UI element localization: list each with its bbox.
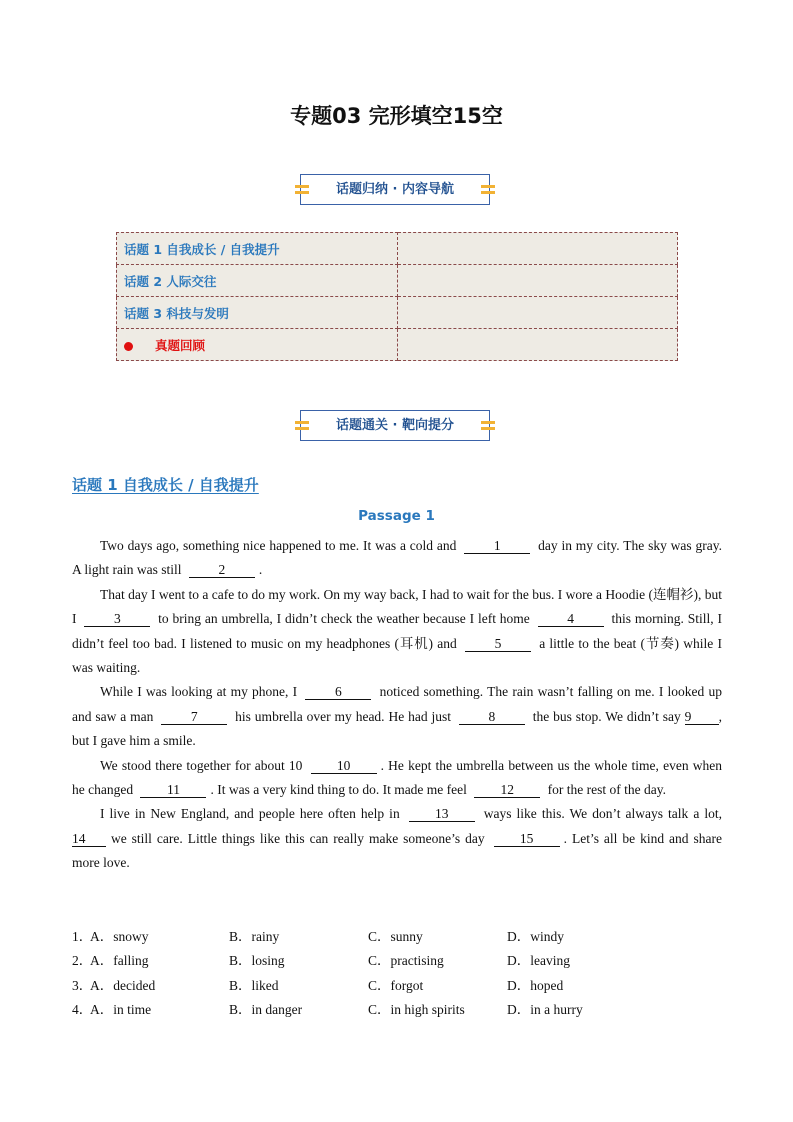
passage-text: We stood there together for about 10	[100, 757, 307, 773]
option[interactable]: A．in time	[90, 1001, 152, 1017]
passage-text: for the rest of the day.	[544, 782, 666, 798]
option[interactable]: A．decided	[90, 977, 156, 993]
option[interactable]: D．in a hurry	[507, 1001, 583, 1017]
passage-body	[72, 534, 722, 876]
option[interactable]: C．in high spirits	[368, 1001, 465, 1017]
blank-10[interactable]: 10	[311, 758, 377, 774]
blank-11[interactable]: 11	[140, 782, 206, 798]
topic-heading[interactable]: 话题 1 自我成长 / 自我提升	[72, 476, 259, 494]
blank-7[interactable]: 7	[161, 709, 227, 725]
paragraph	[72, 802, 722, 875]
option[interactable]: B．rainy	[229, 929, 280, 944]
bullet-icon	[124, 342, 133, 351]
blank-5[interactable]: 5	[465, 636, 531, 652]
option[interactable]: C．forgot	[368, 977, 424, 993]
passage-text: noticed something. The rain wasn’t falling on me. I looked up and saw a man	[72, 684, 723, 724]
passage-text: the bus stop. We didn’t say	[528, 708, 685, 724]
passage-text: I live in New England, and people here often help in	[100, 806, 405, 822]
section-banner-navigation	[300, 174, 490, 205]
option[interactable]: A．falling	[90, 953, 149, 969]
question-row: 3． A．decided B．liked C．forgot D．hoped	[72, 974, 646, 998]
passage-text: That day I went to a cafe to do my work. On my way back, I had to wait for the bus. I wore a Hoodie (连帽衫), but I	[72, 586, 722, 627]
blank-3[interactable]: 3	[84, 611, 150, 627]
option[interactable]: B．liked	[229, 977, 279, 993]
option[interactable]: D．windy	[507, 929, 564, 944]
passage-text: , but I gave him a smile.	[72, 708, 722, 749]
decoration-icon	[295, 420, 309, 432]
passage-text: . He kept the umbrella between us the whole time, even when he changed	[72, 757, 722, 798]
passage-text: we still care. Little things like this can really make someone’s day	[106, 830, 490, 846]
blank-14[interactable]: 14	[72, 831, 106, 847]
toc-row	[117, 265, 678, 297]
blank-2[interactable]: 2	[189, 562, 255, 578]
blank-4[interactable]: 4	[538, 611, 604, 627]
page-title: 专题03 完形填空15空	[290, 104, 503, 128]
toc-item-review[interactable]	[117, 329, 398, 361]
passage-text: . It was a very kind thing to do. It made me feel	[210, 782, 471, 798]
blank-15[interactable]: 15	[494, 831, 560, 847]
paragraph	[72, 680, 722, 753]
passage-title: Passage 1	[358, 508, 435, 524]
blank-1[interactable]: 1	[464, 538, 530, 554]
passage-text: day in my city. The sky was gray. A light rain was still	[72, 538, 722, 578]
option[interactable]: B．in danger	[229, 1001, 303, 1017]
passage-text: .	[258, 562, 263, 578]
toc-item[interactable]: 话题 3 科技与发明	[117, 297, 398, 329]
passage-text: . Let’s all be kind and share more love.	[72, 830, 722, 871]
blank-6[interactable]: 6	[305, 684, 371, 700]
passage-text: a little to the beat (节奏) while I was waiting.	[72, 635, 722, 676]
blank-9[interactable]: 9	[685, 709, 719, 725]
decoration-icon	[295, 184, 309, 196]
option[interactable]: C．practising	[368, 953, 444, 969]
passage-text: Two days ago, something nice happened to me. It was a cold and	[100, 538, 461, 553]
banner-label: 话题归纳 · 内容导航	[336, 182, 454, 197]
paragraph	[72, 754, 722, 803]
passage-text: While I was looking at my phone, I	[100, 684, 302, 700]
option[interactable]: D．leaving	[507, 953, 570, 969]
toc-row	[117, 297, 678, 329]
blank-13[interactable]: 13	[409, 806, 475, 822]
paragraph	[72, 583, 722, 681]
answer-options	[72, 925, 646, 1022]
decoration-icon	[481, 184, 495, 196]
banner-label: 话题通关 · 靶向提分	[336, 418, 454, 433]
section-banner-practice	[300, 410, 490, 441]
toc-row	[117, 233, 678, 265]
option[interactable]: C．sunny	[368, 929, 423, 944]
blank-8[interactable]: 8	[459, 709, 525, 725]
option[interactable]: B．losing	[229, 953, 285, 969]
passage-text: this morning. Still, I didn’t feel too bad. I listened to music on my headphones (耳机) and	[72, 611, 723, 651]
question-row: 2． A．falling B．losing C．practising D．leaving	[72, 949, 646, 973]
question-row: 4． A．in time B．in danger C．in high spirits D．in a hurry	[72, 998, 646, 1022]
passage-text: to bring an umbrella, I didn’t check the weather because I left home	[154, 611, 534, 627]
question-row: 1． A．snowy B．rainy C．sunny D．windy	[72, 925, 646, 949]
toc-item-label: 真题回顾	[155, 337, 206, 353]
blank-12[interactable]: 12	[474, 782, 540, 798]
paragraph	[72, 534, 722, 583]
option[interactable]: A．snowy	[90, 929, 149, 944]
decoration-icon	[481, 420, 495, 432]
table-of-contents	[116, 232, 678, 361]
toc-item[interactable]: 话题 2 人际交往	[117, 265, 398, 297]
passage-text: his umbrella over my head. He had just	[231, 708, 455, 724]
passage-text: ways like this. We don’t always talk a lot,	[478, 806, 722, 822]
toc-item[interactable]: 话题 1 自我成长 / 自我提升	[117, 233, 398, 265]
option[interactable]: D．hoped	[507, 977, 564, 993]
toc-row	[117, 329, 678, 361]
